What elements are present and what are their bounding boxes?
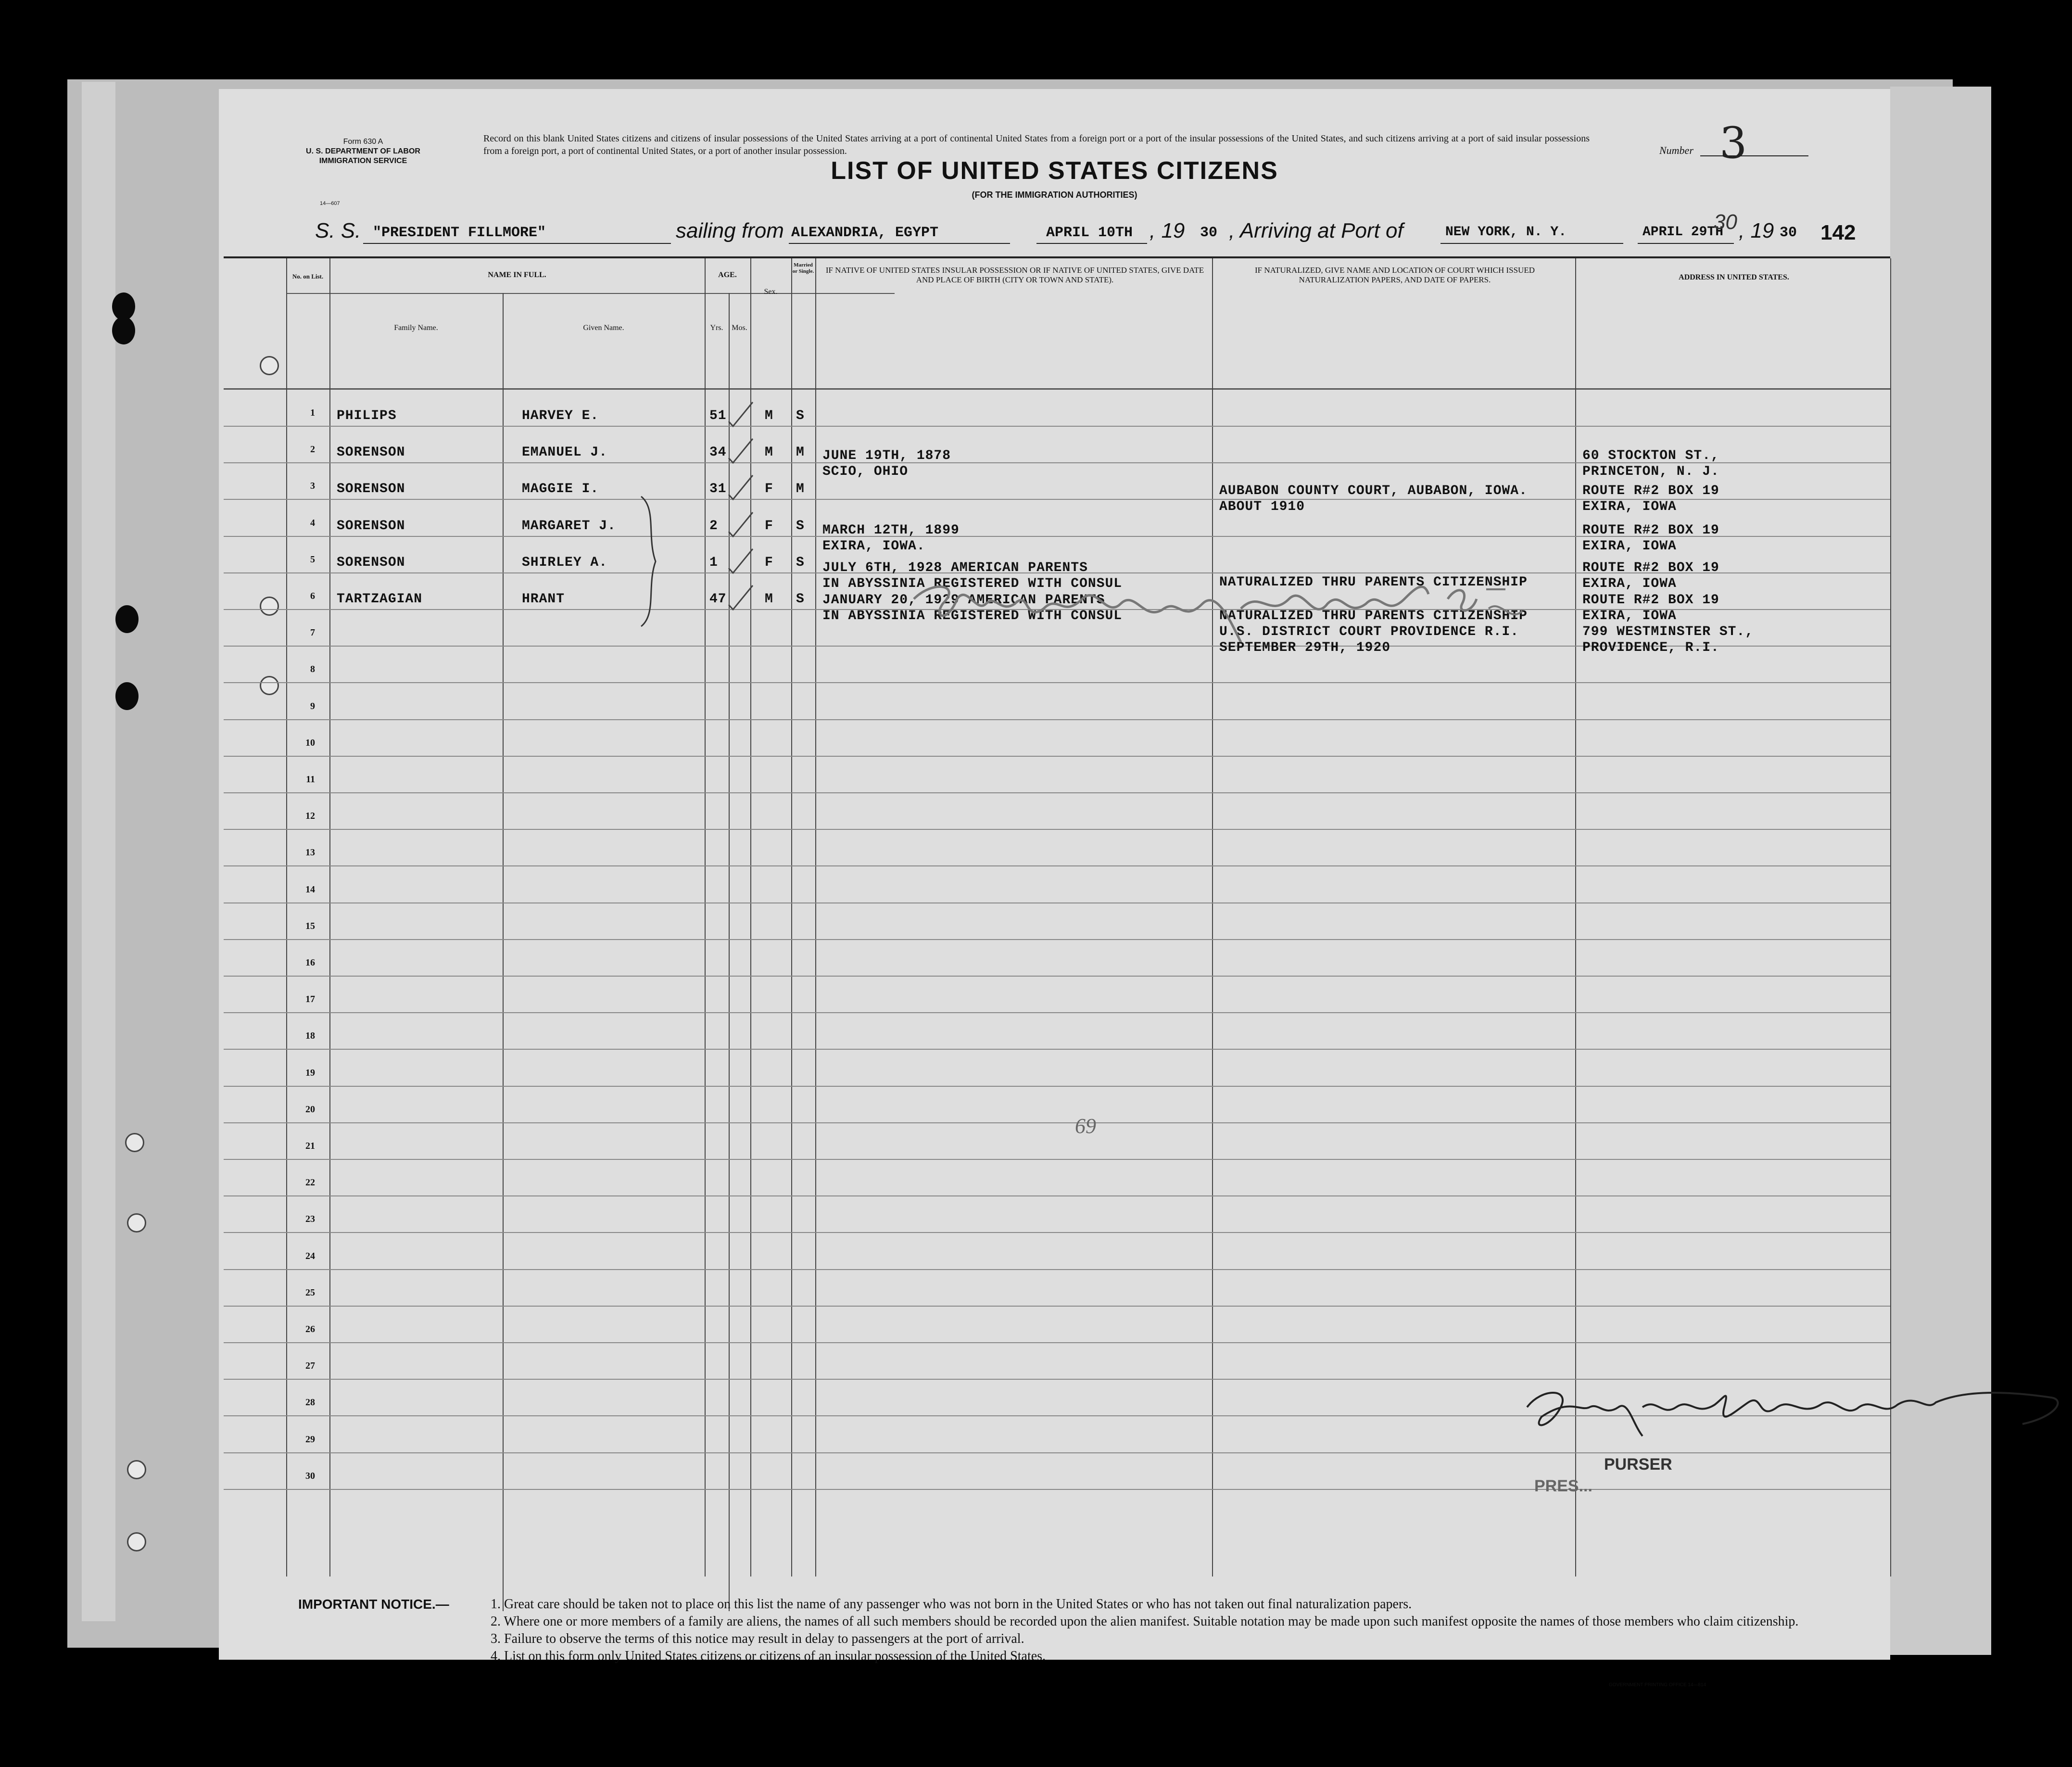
binder-hole [125, 1133, 144, 1152]
birth-line: EXIRA, IOWA. [822, 539, 925, 554]
row-rule [224, 939, 1890, 940]
marital-status: S [796, 408, 805, 423]
page-subtitle: (FOR THE IMMIGRATION AUTHORITIES) [972, 190, 1137, 200]
row-rule [224, 1489, 1890, 1490]
sex: F [765, 482, 773, 497]
row-number: 4 [310, 517, 315, 528]
birth-line: JANUARY 20, 1929 AMERICAN PARENTS [822, 593, 1105, 608]
age-years: 51 [709, 408, 727, 423]
row-number: 1 [310, 407, 315, 418]
row-number: 21 [305, 1141, 315, 1151]
address-line: 60 STOCKTON ST., [1582, 448, 1719, 463]
row-rule [224, 1452, 1890, 1453]
rule [363, 243, 671, 244]
purser-label: PURSER [1604, 1455, 1672, 1474]
rule [1638, 243, 1734, 244]
sex: M [765, 592, 773, 607]
sailing-from-label: sailing from [676, 219, 784, 242]
marital-status: M [796, 445, 805, 460]
binder-hole [115, 682, 139, 710]
arrival-year-prefix: , 19 [1739, 219, 1774, 242]
check-mark [726, 583, 755, 611]
given-name: HARVEY E. [522, 408, 599, 423]
col-header-married-single: Married or Single. [792, 262, 814, 274]
page-number: 142 [1820, 221, 1856, 244]
notice-item: 2. Where one or more members of a family are aliens, the names of all such members should be recorded upon the alien manifest. Suitable notation may be made upon such manifest opposite the names of those members who claim citizenship. [491, 1614, 1799, 1629]
sailing-date: APRIL 10TH [1046, 225, 1133, 241]
arriving-label: , Arriving at Port of [1229, 219, 1403, 242]
col-header-no: No. on List. [292, 273, 324, 280]
marital-status: S [796, 592, 805, 607]
family-name: TARTZAGIAN [337, 592, 423, 607]
arrival-date: APRIL 29TH [1642, 225, 1724, 240]
address-line: ROUTE R#2 BOX 19 [1582, 560, 1719, 575]
given-name: SHIRLEY A. [522, 555, 608, 570]
row-rule [224, 1195, 1890, 1196]
row-number: 17 [305, 994, 315, 1005]
row-number: 15 [305, 920, 315, 931]
department: U. S. DEPARTMENT OF LABOR [306, 147, 420, 155]
form-instructions: Record on this blank United States citizens and citizens of insular possessions of the United States arriving at a port of continental United States from a foreign port or a port of the insular possessions of the United States, and such citizens arriving at a port of said insular possessions from a foreign port, a port of continental United States, or a port of another insular possession. [483, 133, 1590, 156]
age-years: 31 [709, 482, 727, 497]
address-line: PROVIDENCE, R.I. [1582, 640, 1719, 655]
family-name: PHILIPS [337, 408, 397, 423]
form-code: 14—607 [320, 201, 340, 206]
service: IMMIGRATION SERVICE [319, 157, 407, 165]
check-mark [726, 400, 755, 428]
notice-item: 4. List on this form only United States citizens or citizens of an insular possession of the United States. [491, 1649, 1046, 1664]
printer-imprint: GOVERNMENT PRINTING OFFICE 14—814 [1609, 1682, 1706, 1688]
check-mark [726, 436, 755, 464]
col-header-sex: Sex. [764, 288, 778, 296]
sex: F [765, 518, 773, 534]
address-line: EXIRA, IOWA [1582, 499, 1677, 514]
address-line: ROUTE R#2 BOX 19 [1582, 523, 1719, 538]
row-number: 28 [305, 1397, 315, 1408]
address-line: EXIRA, IOWA [1582, 576, 1677, 591]
col-header-naturalized: IF NATURALIZED, GIVE NAME AND LOCATION OF COURT WHICH ISSUED NATURALIZATION PAPERS, AND DATE OF PAPERS. [1254, 266, 1535, 284]
age-years: 47 [709, 592, 727, 607]
naturalized-line: AUBABON COUNTY COURT, AUBABON, IOWA. [1219, 483, 1528, 498]
row-number: 24 [305, 1250, 315, 1261]
row-number: 10 [305, 737, 315, 748]
binder-hole [127, 1532, 146, 1551]
col-line [503, 293, 504, 1611]
row-rule [224, 756, 1890, 757]
check-mark [726, 473, 755, 501]
rule [789, 243, 1010, 244]
marital-status: S [796, 518, 805, 534]
subheader-rule [286, 293, 895, 294]
age-years: 34 [709, 445, 727, 460]
row-number: 29 [305, 1434, 315, 1445]
address-line: 799 WESTMINSTER ST., [1582, 624, 1754, 639]
col-header-age: AGE. [718, 271, 737, 279]
arrival-port: NEW YORK, N. Y. [1445, 225, 1567, 240]
row-number: 18 [305, 1030, 315, 1042]
row-rule [224, 682, 1890, 683]
col-header-name: NAME IN FULL. [488, 271, 546, 279]
address-line: EXIRA, IOWA [1582, 539, 1677, 554]
form-number: Form 630 A [343, 138, 383, 146]
given-name: HRANT [522, 592, 565, 607]
ship-prefix: S. S. [315, 219, 361, 242]
binder-hole [115, 605, 139, 633]
arrival-year: 30 [1780, 225, 1797, 241]
row-number: 20 [305, 1104, 315, 1115]
address-line: ROUTE R#2 BOX 19 [1582, 483, 1719, 498]
col-header-address: ADDRESS IN UNITED STATES. [1679, 273, 1789, 281]
col-header-yrs: Yrs. [710, 324, 723, 332]
row-rule [224, 792, 1890, 793]
row-number: 7 [310, 627, 315, 638]
row-number: 22 [305, 1177, 315, 1188]
row-number: 27 [305, 1360, 315, 1372]
row-number: 19 [305, 1067, 315, 1078]
left-strip [82, 82, 115, 1621]
row-rule [224, 1232, 1890, 1233]
sailing-from-port: ALEXANDRIA, EGYPT [791, 225, 939, 241]
given-name: MARGARET J. [522, 518, 616, 534]
page-title: LIST OF UNITED STATES CITIZENS [831, 157, 1278, 185]
col-header-family: Family Name. [394, 324, 438, 332]
given-name: EMANUEL J. [522, 445, 608, 460]
address-line: EXIRA, IOWA [1582, 609, 1677, 623]
voyage-line [219, 210, 1890, 246]
family-name: SORENSON [337, 445, 405, 460]
naturalized-line: NATURALIZED THRU PARENTS CITIZENSHIP [1219, 575, 1528, 590]
sailing-year: 30 [1200, 225, 1218, 241]
row-number: 5 [310, 554, 315, 565]
address-line: ROUTE R#2 BOX 19 [1582, 593, 1719, 608]
col-header-given: Given Name. [583, 324, 624, 332]
marital-status: S [796, 555, 805, 570]
header-bottom-rule [224, 388, 1890, 390]
notice-item: 1. Great care should be taken not to place on this list the name of any passenger who was not born in the United States or who has not taken out final naturalization papers. [491, 1597, 1412, 1612]
rule [1440, 243, 1623, 244]
row-rule [224, 719, 1890, 720]
row-rule [224, 976, 1890, 977]
row-rule [224, 1086, 1890, 1087]
row-number: 3 [310, 481, 315, 492]
marital-status: M [796, 482, 805, 497]
row-rule [224, 1049, 1890, 1050]
naturalized-line: ABOUT 1910 [1219, 499, 1305, 514]
row-rule [224, 865, 1890, 866]
age-years: 1 [709, 555, 718, 570]
binder-hole [127, 1460, 146, 1479]
family-name: SORENSON [337, 518, 405, 534]
family-brace [637, 494, 666, 629]
row-number: 16 [305, 957, 315, 968]
ship-name: "PRESIDENT FILLMORE" [373, 225, 546, 241]
row-rule [224, 1122, 1890, 1123]
purser-signature [1513, 1378, 2072, 1450]
binder-hole [112, 317, 135, 344]
birth-line: IN ABYSSINIA REGISTERED WITH CONSUL [822, 609, 1123, 623]
row-number: 9 [310, 700, 315, 712]
notice-item: 3. Failure to observe the terms of this notice may result in delay to passengers at the port of arrival. [491, 1631, 1024, 1646]
sex: F [765, 555, 773, 570]
row-number: 6 [310, 591, 315, 601]
row-number: 25 [305, 1287, 315, 1298]
manifest-page [219, 89, 1890, 1688]
inspector-signature [904, 570, 1640, 642]
row-rule [224, 1012, 1890, 1013]
row-rule [224, 1306, 1890, 1307]
sex: M [765, 408, 773, 423]
stamp-fragment: PRES... [1534, 1477, 1592, 1495]
age-years: 2 [709, 518, 718, 534]
check-mark [726, 547, 755, 574]
row-number: 30 [305, 1470, 315, 1481]
row-number: 11 [306, 774, 315, 785]
row-number: 23 [305, 1214, 315, 1225]
arrival-date-correction: 30 [1714, 210, 1737, 234]
birth-line: IN ABYSSINIA REGISTERED WITH CONSUL [822, 576, 1123, 591]
row-number: 8 [310, 664, 315, 675]
birth-line: SCIO, OHIO [822, 464, 909, 479]
page-mark: 69 [1075, 1114, 1096, 1138]
birth-line: JULY 6TH, 1928 AMERICAN PARENTS [822, 560, 1088, 575]
row-number: 26 [305, 1324, 315, 1335]
row-rule [224, 829, 1890, 830]
naturalized-line: NATURALIZED THRU PARENTS CITIZENSHIP [1219, 609, 1528, 623]
row-rule [224, 426, 1890, 427]
address-line: PRINCETON, N. J. [1582, 464, 1719, 479]
row-rule [224, 1269, 1890, 1270]
binder-hole [127, 1213, 146, 1233]
row-number: 12 [305, 811, 315, 822]
birth-line: JUNE 19TH, 1878 [822, 448, 951, 463]
notice-label: IMPORTANT NOTICE.— [298, 1597, 449, 1612]
number-value: 3 [1719, 118, 1747, 168]
naturalized-line: U.S. DISTRICT COURT PROVIDENCE R.I. [1219, 624, 1519, 639]
row-number: 13 [305, 847, 315, 858]
row-number: 14 [305, 884, 315, 895]
rule [1036, 243, 1147, 244]
family-name: SORENSON [337, 555, 405, 570]
sex: M [765, 445, 773, 460]
col-header-mos: Mos. [732, 324, 747, 332]
family-name: SORENSON [337, 482, 405, 497]
notice-items [491, 1596, 1861, 1665]
row-rule [224, 1159, 1890, 1160]
naturalized-line: SEPTEMBER 29TH, 1920 [1219, 640, 1391, 655]
row-number: 2 [310, 444, 315, 455]
given-name: MAGGIE I. [522, 482, 599, 497]
year-prefix: , 19 [1150, 219, 1185, 242]
number-label: Number [1659, 144, 1693, 156]
birth-line: MARCH 12TH, 1899 [822, 523, 960, 538]
check-mark [726, 510, 755, 538]
row-rule [224, 1342, 1890, 1343]
col-header-birth: IF NATIVE OF UNITED STATES INSULAR POSSESSION OR IF NATIVE OF UNITED STATES, GIVE DATE AND PLACE OF BIRTH (CITY OR TOWN AND STATE). [825, 266, 1204, 284]
